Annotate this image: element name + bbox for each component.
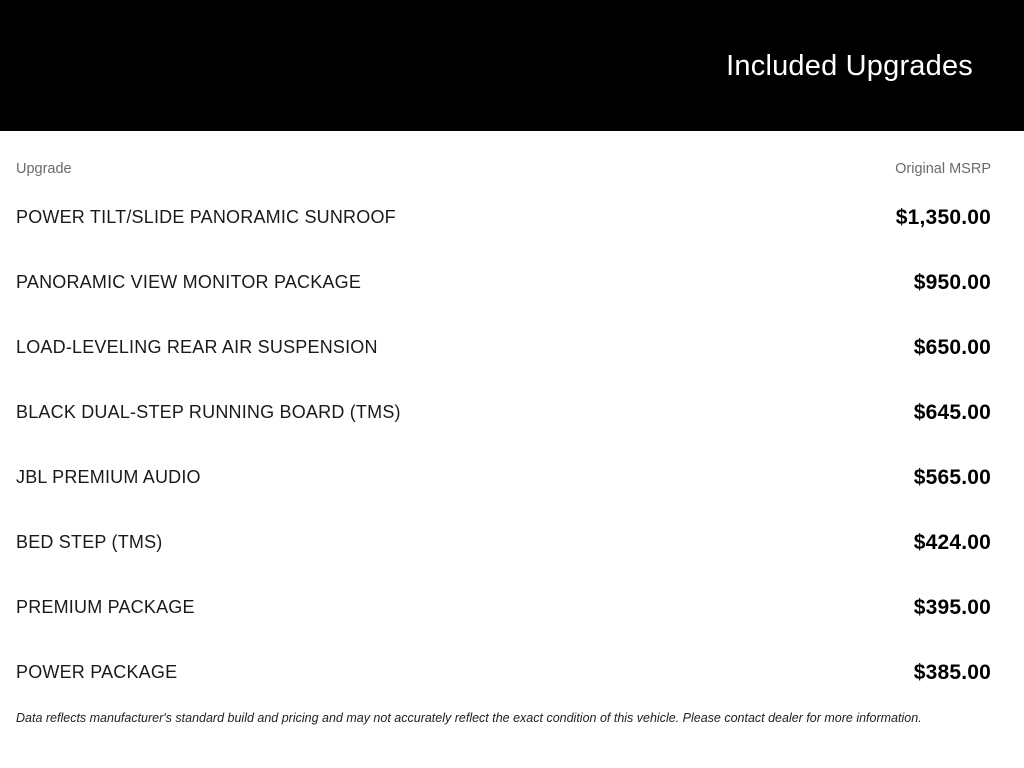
upgrade-price: $385.00 [913, 660, 991, 684]
upgrade-name: BLACK DUAL-STEP RUNNING BOARD (TMS) [16, 402, 401, 422]
table-row [16, 575, 991, 640]
column-header-upgrade: Upgrade [16, 161, 72, 177]
upgrade-name: BED STEP (TMS) [16, 532, 163, 552]
table-row [16, 445, 991, 510]
page-title: Included Upgrades [726, 50, 973, 82]
upgrade-price: $650.00 [913, 335, 991, 359]
upgrades-table [0, 131, 1024, 726]
upgrade-price: $1,350.00 [895, 205, 991, 229]
table-row [16, 315, 991, 380]
upgrade-name: PREMIUM PACKAGE [16, 597, 195, 617]
table-row [16, 250, 991, 315]
table-body [16, 185, 991, 705]
upgrade-name: POWER PACKAGE [16, 662, 178, 682]
upgrade-name: JBL PREMIUM AUDIO [16, 467, 201, 487]
table-row [16, 185, 991, 250]
upgrade-name: LOAD-LEVELING REAR AIR SUSPENSION [16, 337, 378, 357]
table-row [16, 640, 991, 705]
upgrade-price: $565.00 [913, 465, 991, 489]
upgrade-price: $395.00 [913, 595, 991, 619]
table-header-row [16, 131, 991, 177]
upgrade-price: $645.00 [913, 400, 991, 424]
upgrade-name: PANORAMIC VIEW MONITOR PACKAGE [16, 272, 362, 292]
page-header [0, 0, 1024, 131]
table-row [16, 510, 991, 575]
column-header-msrp: Original MSRP [895, 161, 991, 177]
upgrade-name: POWER TILT/SLIDE PANORAMIC SUNROOF [16, 207, 396, 227]
disclaimer-text: Data reflects manufacturer's standard build and pricing and may not accurately reflect the exact condition of this vehicle. Please contact dealer for more information. [16, 711, 922, 725]
upgrade-price: $424.00 [913, 530, 991, 554]
upgrade-price: $950.00 [913, 270, 991, 294]
table-row [16, 380, 991, 445]
